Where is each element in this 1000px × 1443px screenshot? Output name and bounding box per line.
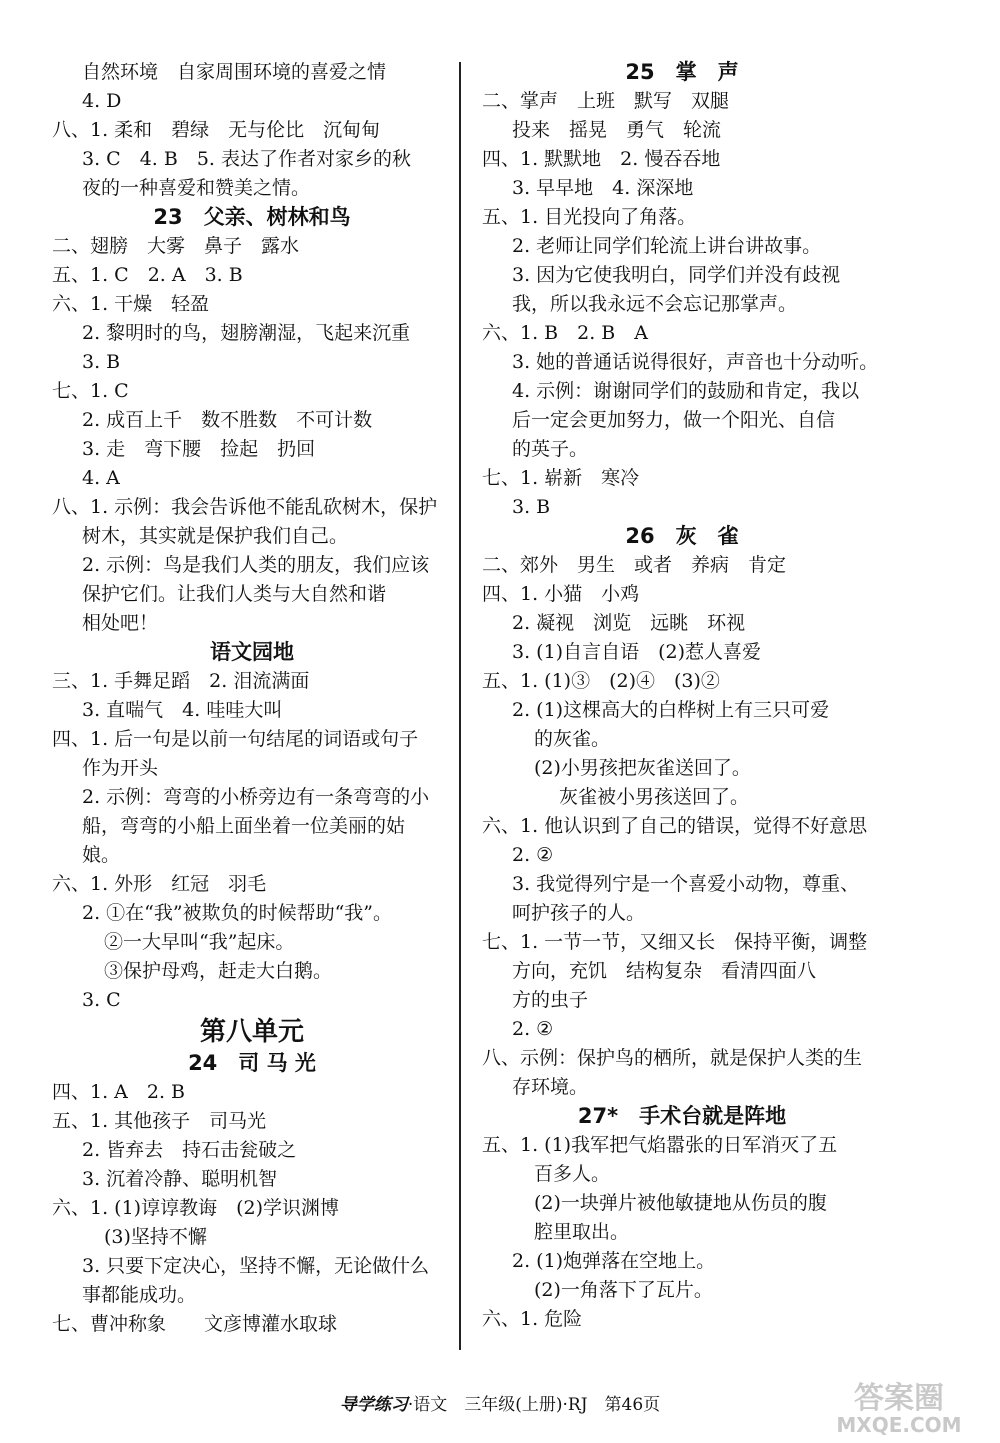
answer-line: 的英子。 <box>512 438 589 460</box>
answer-line: 呵护孩子的人。 <box>512 902 646 924</box>
answer-line: 2. 示例：弯弯的小桥旁边有一条弯弯的小 <box>82 786 430 808</box>
lesson-title: 27* 手术台就是阵地 <box>577 1104 787 1128</box>
answer-line: 八、示例：保护鸟的栖所，就是保护人类的生 <box>482 1047 863 1069</box>
answer-line: 自然环境 自家周围环境的喜爱之情 <box>82 61 387 83</box>
answer-line: 4. D <box>82 90 122 112</box>
answer-line: 2. ①在“我”被欺负的时候帮助“我”。 <box>82 902 393 924</box>
answer-line: (3)坚持不懈 <box>104 1226 207 1248</box>
lesson-title: 26 灰 雀 <box>625 524 739 548</box>
answer-line: 六、1. 干燥 轻盈 <box>52 293 210 315</box>
lesson-title: 24 司 马 光 <box>188 1051 316 1075</box>
watermark-bottom: MXQE.COM <box>836 1413 962 1437</box>
answer-line: 五、1. 目光投向了角落。 <box>482 206 697 228</box>
answer-line: 四、1. A 2. B <box>52 1081 186 1103</box>
lesson-title: 语文园地 <box>210 640 294 664</box>
answer-line: 二、翅膀 大雾 鼻子 露水 <box>52 235 300 257</box>
answer-line: 我，所以我永远不会忘记那掌声。 <box>512 293 798 315</box>
answer-line: 3. 因为它使我明白，同学们并没有歧视 <box>512 264 841 286</box>
lesson-title: 25 掌 声 <box>625 60 739 84</box>
answer-line: 2. 老师让同学们轮流上讲台讲故事。 <box>512 235 822 257</box>
answer-line: 船，弯弯的小船上面坐着一位美丽的姑 <box>82 815 406 837</box>
answer-line: 2. 黎明时的鸟，翅膀潮湿，飞起来沉重 <box>82 322 411 344</box>
left-column <box>52 58 452 1339</box>
answer-line: 3. 早早地 4. 深深地 <box>512 177 694 199</box>
answer-line: 八、1. 柔和 碧绿 无与伦比 沉甸甸 <box>52 119 381 141</box>
answer-line: 八、1. 示例：我会告诉他不能乱砍树木，保护 <box>52 496 438 518</box>
answer-line: ③保护母鸡，赶走大白鹅。 <box>104 960 333 982</box>
answer-line: 3. 只要下定决心，坚持不懈，无论做什么 <box>82 1255 430 1277</box>
answer-line: 3. C <box>82 989 121 1011</box>
answer-line: 4. 示例：谢谢同学们的鼓励和肯定，我以 <box>512 380 860 402</box>
answer-line: 五、1. (1)③ (2)④ (3)② <box>482 670 720 692</box>
answer-line: (2)一块弹片被他敏捷地从伤员的腹 <box>534 1192 827 1214</box>
answer-line: 作为开头 <box>82 757 159 779</box>
answer-line: 四、1. 默默地 2. 慢吞吞地 <box>482 148 721 170</box>
answer-line: 二、郊外 男生 或者 养病 肯定 <box>482 554 787 576</box>
watermark-logo <box>810 1374 988 1438</box>
answer-line: 投来 摇晃 勇气 轮流 <box>512 119 722 141</box>
answer-line: 五、1. 其他孩子 司马光 <box>52 1110 267 1132</box>
answer-line: 2. 皆弃去 持石击瓮破之 <box>82 1139 297 1161</box>
answer-line: 七、1. 一节一节，又细又长 保持平衡，调整 <box>482 931 868 953</box>
answer-line: 保护它们。让我们人类与大自然和谐 <box>82 583 387 605</box>
watermark-top: 答案圈 <box>854 1381 944 1416</box>
answer-line: 3. 直喘气 4. 哇哇大叫 <box>82 699 283 721</box>
answer-line: 五、1. C 2. A 3. B <box>52 264 243 286</box>
right-column <box>482 58 882 1334</box>
answer-line: ②一大早叫“我”起床。 <box>104 931 295 953</box>
lesson-title: 23 父亲、树林和鸟 <box>153 205 351 229</box>
answer-line: 树木，其实就是保护我们自己。 <box>82 525 349 547</box>
answer-line: 3. (1)自言自语 (2)惹人喜爱 <box>512 641 761 663</box>
answer-line: 3. B <box>512 496 551 518</box>
answer-line: 六、1. (1)谆谆教诲 (2)学识渊博 <box>52 1197 339 1219</box>
answer-line: 3. 我觉得列宁是一个喜爱小动物，尊重、 <box>512 873 860 895</box>
answer-line: 七、曹冲称象 文彦博灌水取球 <box>52 1313 338 1335</box>
answer-line: 存环境。 <box>512 1076 589 1098</box>
answer-line: 2. ② <box>512 1018 554 1040</box>
answer-line: 3. B <box>82 351 121 373</box>
answer-line: 娘。 <box>82 844 121 866</box>
answer-line: 2. (1)这棵高大的白桦树上有三只可爱 <box>512 699 830 721</box>
answer-line: 2. 成百上千 数不胜数 不可计数 <box>82 409 373 431</box>
answer-line: 2. 示例：鸟是我们人类的朋友，我们应该 <box>82 554 430 576</box>
footer-brand: 导学练习 <box>339 1395 408 1415</box>
answer-line: 相处吧！ <box>82 612 159 634</box>
answer-line: 六、1. 他认识到了自己的错误，觉得不好意思 <box>482 815 868 837</box>
answer-line: 4. A <box>82 467 120 489</box>
answer-line: 三、1. 手舞足蹈 2. 泪流满面 <box>52 670 310 692</box>
answer-line: 方的虫子 <box>512 989 589 1011</box>
answer-line: 四、1. 小猫 小鸡 <box>482 583 640 605</box>
answer-line: 七、1. 崭新 寒冷 <box>482 467 640 489</box>
unit-heading: 第八单元 <box>199 1017 304 1047</box>
answer-line: 灰雀被小男孩送回了。 <box>534 786 750 808</box>
answer-line: 七、1. C <box>52 380 129 402</box>
answer-line: 五、1. (1)我军把气焰嚣张的日军消灭了五 <box>482 1134 838 1156</box>
answer-line: 六、1. 外形 红冠 羽毛 <box>52 873 267 895</box>
answer-line: 六、1. B 2. B A <box>482 322 648 344</box>
answer-line: (2)一角落下了瓦片。 <box>534 1279 713 1301</box>
answer-line: 夜的一种喜爱和赞美之情。 <box>82 177 311 199</box>
answer-line: 腔里取出。 <box>534 1221 630 1243</box>
answer-line: 3. 走 弯下腰 捡起 扔回 <box>82 438 316 460</box>
answer-line: 四、1. 后一句是以前一句结尾的词语或句子 <box>52 728 419 750</box>
column-divider <box>459 62 461 1350</box>
answer-line: 后一定会更加努力，做一个阳光、自信 <box>512 409 836 431</box>
answer-line: 3. 沉着冷静、聪明机智 <box>82 1168 278 1190</box>
answer-line: 事都能成功。 <box>82 1284 197 1306</box>
answer-line: 六、1. 危险 <box>482 1308 583 1330</box>
answer-line: 的灰雀。 <box>534 728 611 750</box>
answer-line: 3. C 4. B 5. 表达了作者对家乡的秋 <box>82 148 412 170</box>
answer-line: 2. ② <box>512 844 554 866</box>
answer-line: 2. 凝视 浏览 远眺 环视 <box>512 612 746 634</box>
footer-info: ·语文 三年级(上册)·RJ 第46页 <box>407 1395 661 1415</box>
answer-line: (2)小男孩把灰雀送回了。 <box>534 757 751 779</box>
answer-line: 百多人。 <box>534 1163 611 1185</box>
answer-line: 3. 她的普通话说得很好，声音也十分动听。 <box>512 351 879 373</box>
answer-line: 二、掌声 上班 默写 双腿 <box>482 90 730 112</box>
answer-line: 方向，充饥 结构复杂 看清四面八 <box>512 960 817 982</box>
answer-line: 2. (1)炮弹落在空地上。 <box>512 1250 716 1272</box>
